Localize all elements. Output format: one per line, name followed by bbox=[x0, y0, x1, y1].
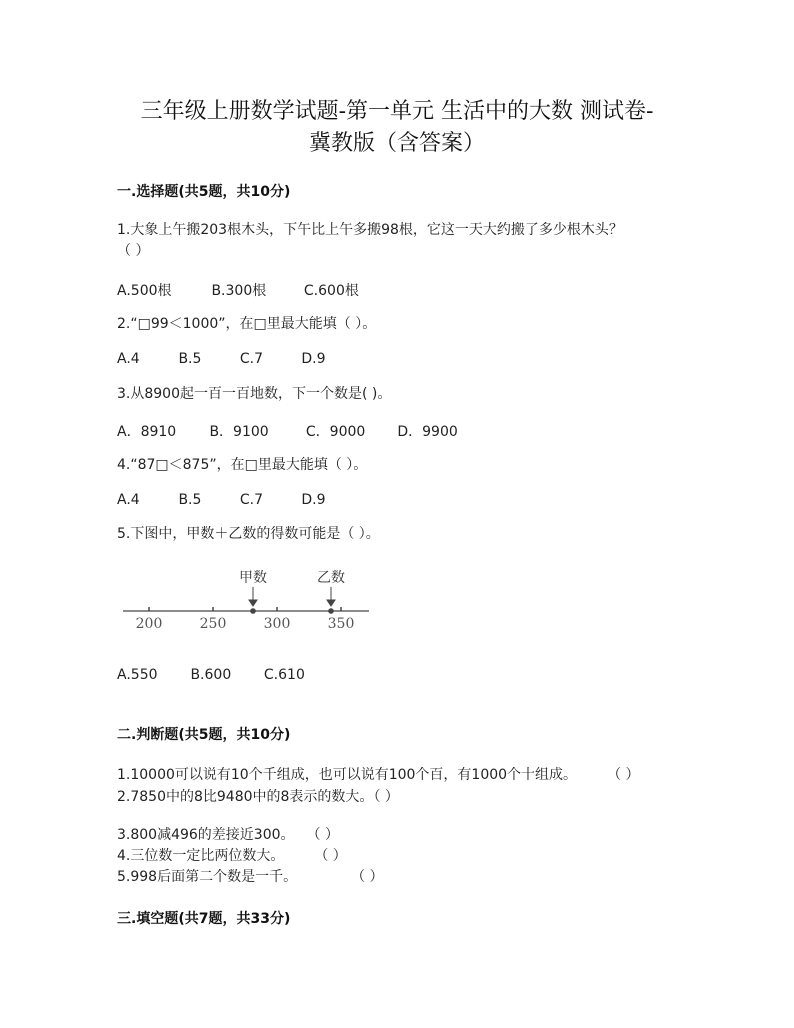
tick-label-250: 250 bbox=[199, 616, 227, 632]
judge-item-1 bbox=[117, 765, 640, 785]
marker-b-label: 乙数 bbox=[317, 570, 345, 586]
marker-a-label: 甲数 bbox=[239, 570, 267, 586]
arrow-a-head bbox=[249, 600, 257, 606]
point-b bbox=[328, 608, 334, 614]
option-b: B.5 bbox=[178, 351, 202, 367]
arrow-b-head bbox=[327, 600, 335, 606]
question-4-options bbox=[117, 492, 326, 508]
judge-item-5 bbox=[117, 867, 384, 887]
point-a bbox=[250, 608, 256, 614]
question-3-text: 3.从8900起一百一百地数，下一个数是( )。 bbox=[117, 386, 392, 402]
judge-item-5-text: 5.998后面第二个数是一千。 bbox=[117, 869, 298, 885]
tick-label-300: 300 bbox=[263, 616, 291, 632]
question-1-text: 1.大象上午搬203根木头，下午比上午多搬98根，它这一天大约搬了多少根木头？ bbox=[117, 222, 623, 238]
judge-item-4-text: 4.三位数一定比两位数大。 bbox=[117, 848, 285, 864]
option-a: A.550 bbox=[117, 667, 158, 683]
question-2-options bbox=[117, 351, 326, 367]
option-b: B.5 bbox=[178, 492, 202, 508]
tick-label-200: 200 bbox=[135, 616, 163, 632]
question-5-options bbox=[117, 667, 305, 683]
option-c: C.600根 bbox=[303, 283, 359, 299]
number-line-figure bbox=[117, 562, 377, 634]
section-heading-choice: 一.选择题(共5题，共10分) bbox=[117, 184, 291, 200]
question-1-options bbox=[117, 280, 359, 300]
question-4-text: 4.“87□＜875”，在□里最大能填（ ）。 bbox=[117, 457, 368, 473]
option-c: C．9000 bbox=[305, 424, 366, 440]
option-a: A.4 bbox=[117, 351, 140, 367]
page-title-line2: 冀教版（含答案） bbox=[308, 131, 485, 156]
option-b: B.600 bbox=[190, 667, 232, 683]
section-heading-fill: 三.填空题(共7题，共33分) bbox=[117, 911, 291, 927]
judge-item-1-text: 1.10000可以说有10个千组成，也可以说有100个百，有1000个十组成。 bbox=[117, 767, 578, 783]
option-b: B.300根 bbox=[211, 283, 267, 299]
question-5-text: 5.下图中，甲数＋乙数的得数可能是（ ）。 bbox=[117, 526, 380, 542]
judge-item-2-text: 2.7850中的8比9480中的8表示的数大。 bbox=[117, 789, 374, 805]
tick-label-350: 350 bbox=[327, 616, 355, 632]
judge-item-3-paren: （ ） bbox=[306, 827, 339, 843]
option-c: C.7 bbox=[239, 492, 264, 508]
option-c: C.7 bbox=[239, 351, 264, 367]
page-title-line1: 三年级上册数学试题-第一单元 生活中的大数 测试卷- bbox=[140, 99, 654, 124]
judge-item-3-text: 3.800减496的差接近300。 bbox=[117, 827, 295, 843]
option-d: D．9900 bbox=[397, 424, 458, 440]
judge-item-3 bbox=[117, 825, 339, 845]
option-b: B．9100 bbox=[209, 424, 269, 440]
question-3-options bbox=[117, 421, 458, 441]
option-d: D.9 bbox=[301, 351, 326, 367]
option-a: A.4 bbox=[117, 492, 140, 508]
option-a: A.500根 bbox=[117, 283, 172, 299]
option-a: A．8910 bbox=[117, 424, 177, 440]
judge-item-5-paren: （ ） bbox=[351, 869, 384, 885]
option-c: C.610 bbox=[263, 667, 305, 683]
question-2-text: 2.“□99＜1000”，在□里最大能填（ ）。 bbox=[117, 316, 377, 332]
judge-item-4-paren: （ ） bbox=[314, 848, 347, 864]
judge-item-1-paren: （ ） bbox=[607, 767, 640, 783]
question-1-paren: （ ） bbox=[117, 243, 150, 259]
section-heading-judge: 二.判断题(共5题，共10分) bbox=[117, 727, 291, 743]
option-d: D.9 bbox=[301, 492, 326, 508]
judge-item-4 bbox=[117, 846, 347, 866]
judge-item-2 bbox=[117, 787, 399, 807]
pointer-arrows bbox=[249, 587, 335, 606]
judge-item-2-paren: （ ） bbox=[373, 789, 399, 805]
